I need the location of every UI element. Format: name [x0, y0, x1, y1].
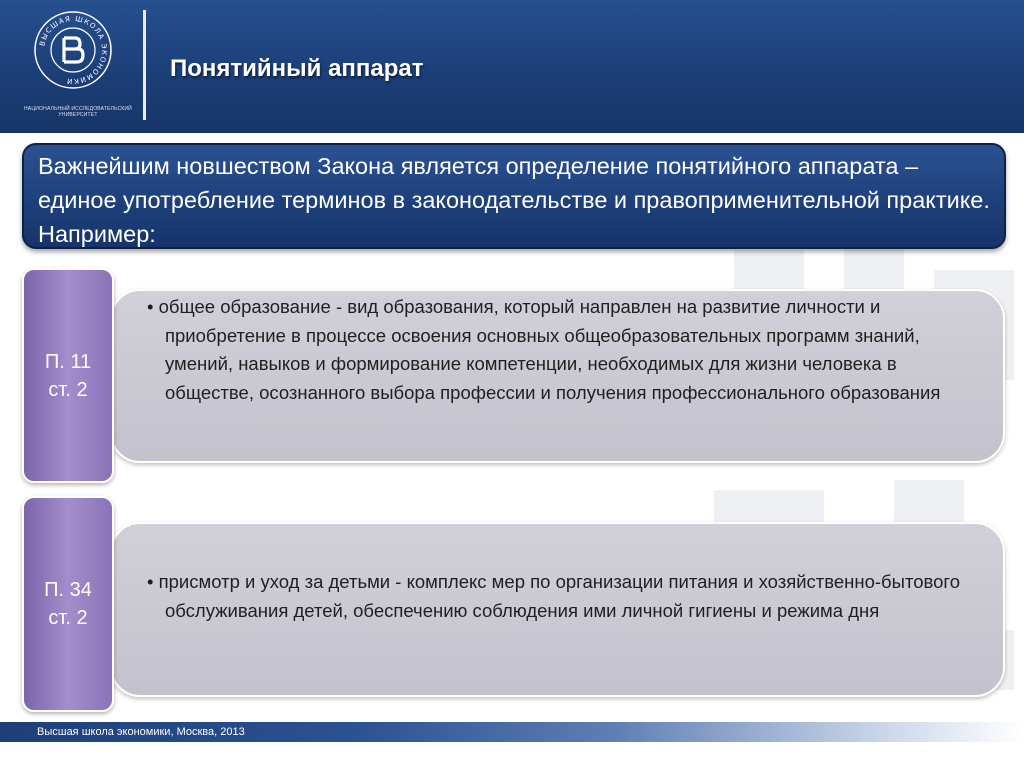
- logo-caption: [18, 106, 138, 118]
- footer-text: Высшая школа экономики, Москва, 2013: [37, 726, 245, 738]
- header-bar: [0, 0, 1024, 133]
- logo-caption-line2: УНИВЕРСИТЕТ: [58, 112, 98, 118]
- article-tag-line1: П. 34: [44, 579, 92, 601]
- hse-logo: [18, 10, 132, 120]
- header-divider: [143, 10, 146, 120]
- definition-text: • присмотр и уход за детьми - комплекс мер по организации питания и хозяйственно-бытового обслуживания детей, обеспечению соблюдения ими личной гигиены и режима дня: [147, 571, 961, 621]
- definition-card: [110, 289, 1005, 463]
- article-tag-line1: П. 11: [44, 350, 92, 373]
- logo-ring-text: ВЫСШАЯ ШКОЛА ЭКОНОМИКИ: [38, 14, 109, 86]
- definition-text: • общее образование - вид образования, который направлен на развитие личности и приобретение в процессе освоения основных общеобразовательных программ знаний, умений, навыков и формирование компетенции, необходимых для жизни человека в обществе, осознанного выбора профессии и получения профессионального образования: [147, 296, 941, 403]
- intro-box: Важнейшим новшеством Закона является определение понятийного аппарата – единое употребление терминов в законодательстве и правоприменительной практике. Например:: [22, 143, 1006, 249]
- article-tag: [22, 268, 114, 483]
- hse-emblem-icon: [33, 10, 113, 90]
- page-title: Понятийный аппарат: [170, 55, 424, 82]
- definition-card: [110, 522, 1005, 697]
- article-tag-line2: ст. 2: [48, 607, 88, 629]
- article-tag-line2: ст. 2: [48, 378, 88, 401]
- footer-bar: [0, 722, 1024, 742]
- logo-caption-line1: НАЦИОНАЛЬНЫЙ ИССЛЕДОВАТЕЛЬСКИЙ: [24, 106, 132, 112]
- article-tag: [22, 496, 114, 712]
